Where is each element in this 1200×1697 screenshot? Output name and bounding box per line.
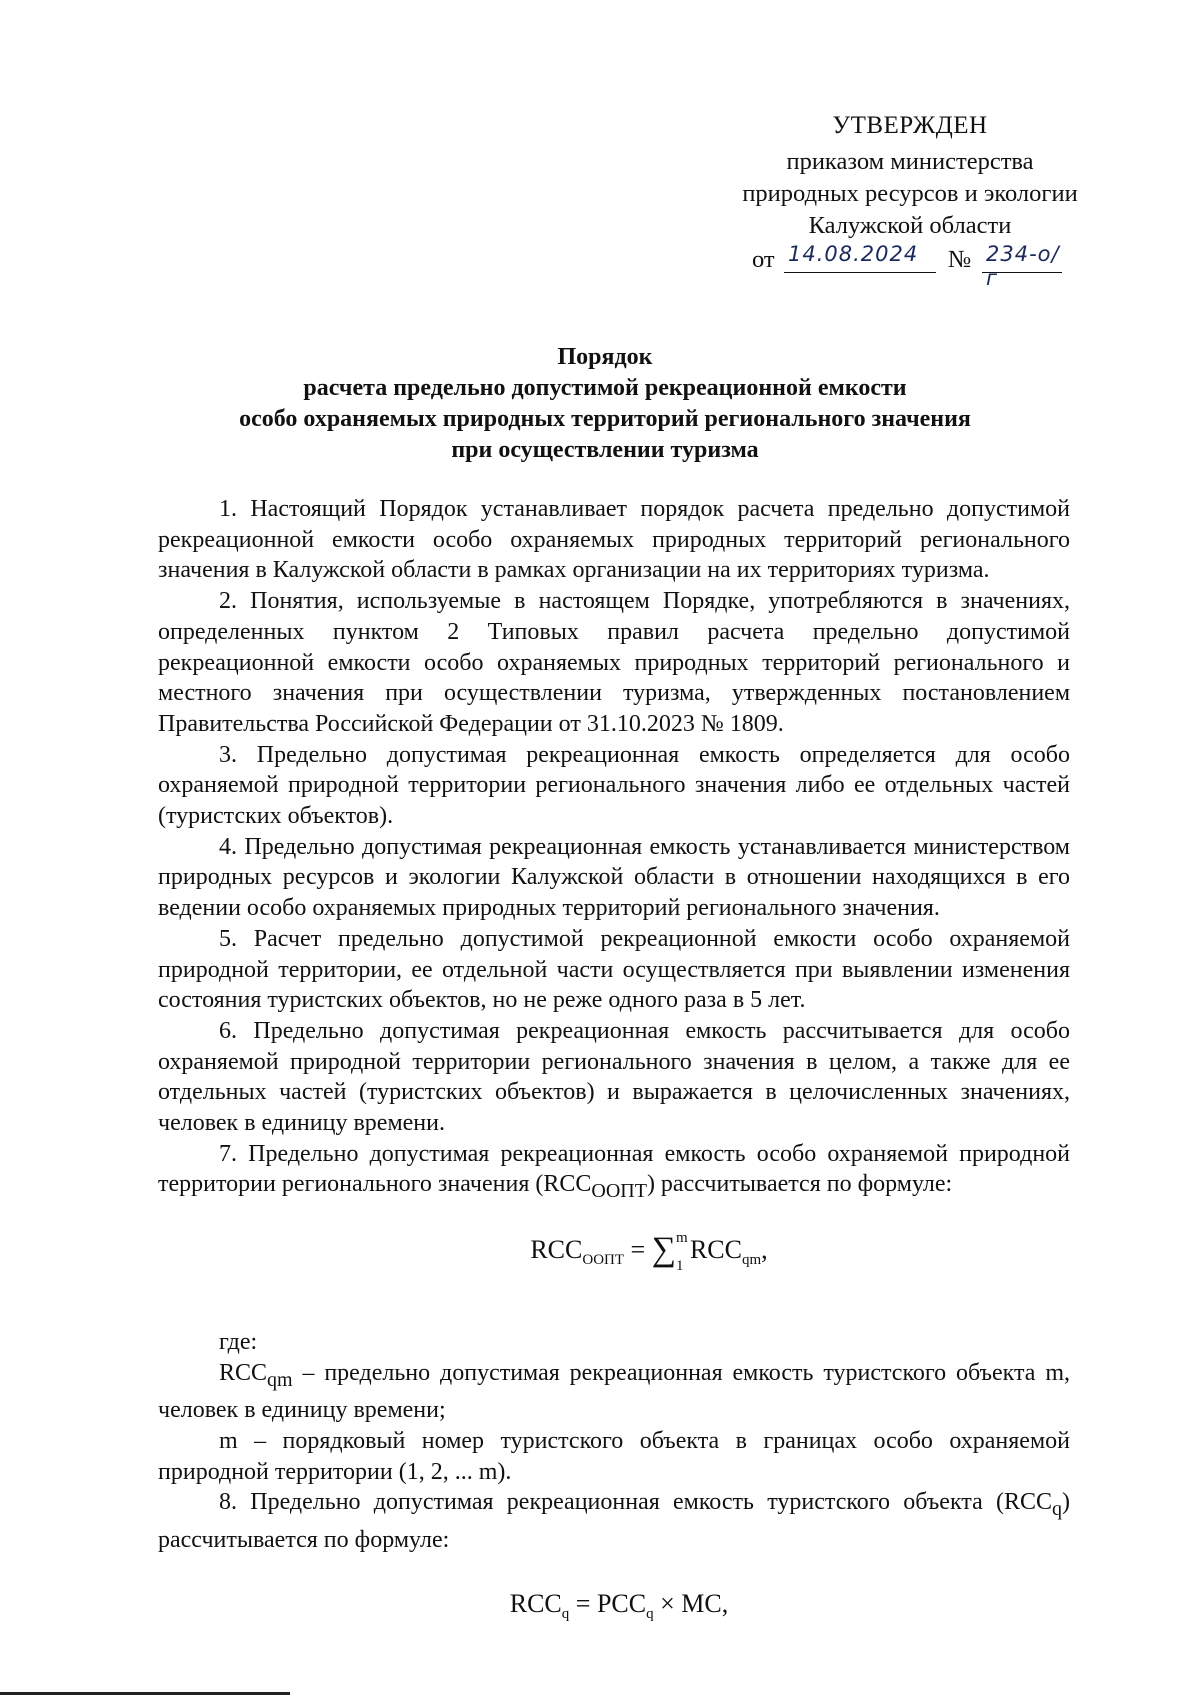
formula2-rhs: MC	[681, 1589, 722, 1619]
paragraph-3: 3. Предельно допустимая рекреационная емкость определяется для особо охраняемой природной территории регионального значения либо ее отдельных частей (туристских объектов).	[158, 741, 1070, 830]
approval-line-2: природных ресурсов и экологии	[742, 180, 1078, 207]
paragraph-5: 5. Расчет предельно допустимой рекреационной емкости особо охраняемой природной территории, ее отдельной части осуществляется при выявлении изменения состояния туристских объектов, но не реже одного раза в 5 лет.	[158, 925, 1070, 1014]
paragraph-7	[158, 1139, 1070, 1207]
order-date-number	[752, 242, 1142, 290]
formula1-lhs-sub: ООПТ	[582, 1252, 625, 1269]
formula1-eq: =	[624, 1234, 652, 1264]
paragraph-1: 1. Настоящий Порядок устанавливает порядок расчета предельно допустимой рекреационной емкости особо охраняемых природных территорий регионального значения в Калужской области в рамках организации на их территориях туризма.	[158, 496, 1070, 584]
approval-heading: УТВЕРЖДЕН	[832, 112, 988, 139]
p8-start: 8. Предельно допустимая рекреационная емкость туристского объекта (RCC	[219, 1489, 1052, 1516]
formula1-sigma: ∑	[651, 1230, 676, 1268]
formula1-rhs-sub: qm	[741, 1252, 762, 1269]
formula1-sum-upper: m	[675, 1230, 688, 1246]
p7-sub: ООПТ	[591, 1180, 647, 1203]
title-line-3: особо охраняемых природных территорий регионального значения	[239, 406, 971, 432]
def1-symbol: RCC	[219, 1359, 268, 1386]
number-label: №	[948, 246, 972, 273]
handwritten-number: 234-о/г	[986, 242, 1060, 290]
formula1-sum-limits	[675, 1230, 690, 1274]
approval-line-3: Калужской области	[808, 212, 1012, 239]
definition-rcc-qm	[158, 1358, 1070, 1426]
def1-text: – предельно допустимая рекреационная емкость туристского объекта m, человек в единицу времени;	[158, 1359, 1070, 1424]
title-line-2: расчета предельно допустимой рекреационной емкости	[303, 375, 907, 401]
document-body	[158, 494, 1070, 1677]
p7-start: 7. Предельно допустимая рекреационная емкость особо охраняемой природной территории регионального значения (RCC	[158, 1140, 1070, 1198]
title-line-1: Порядок	[557, 344, 653, 370]
formula2-mid-sub: q	[646, 1606, 654, 1623]
formula1-tail: ,	[761, 1234, 768, 1264]
formula-object-capacity	[158, 1589, 1070, 1653]
formula1-lhs: RCC	[530, 1234, 583, 1264]
formula1-sum-lower: 1	[675, 1258, 684, 1274]
formula2-times: ×	[653, 1589, 682, 1619]
paragraph-6: 6. Предельно допустимая рекреационная емкость рассчитывается для особо охраняемой природной территории регионального значения в целом, а также для ее отдельных частей (туристских объектов) и выражается в целочисленных значениях, человек в единицу времени.	[158, 1017, 1070, 1137]
document-title	[140, 342, 1070, 466]
number-field	[982, 242, 1062, 290]
footnote-divider	[0, 1692, 290, 1695]
date-field	[784, 244, 936, 273]
paragraph-2: 2. Понятия, используемые в настоящем Порядке, употребляются в значениях, определенных пунктом 2 Типовых правил расчета предельно допустимой рекреационной емкости особо охраняемых природных территорий регионального и местного значения при осуществлении туризма, утвержденных постановлением Правительства Российской Федерации от 31.10.2023 № 1809.	[158, 588, 1070, 737]
from-label: от	[752, 246, 775, 273]
paragraph-8	[158, 1487, 1070, 1555]
p7-end: ) рассчитывается по формуле:	[646, 1171, 953, 1198]
paragraph-4: 4. Предельно допустимая рекреационная емкость устанавливается министерством природных ресурсов и экологии Калужской области в отношении находящихся в его ведении особо охраняемых природных территорий регионального значения.	[158, 833, 1070, 922]
formula1-rhs: RCC	[689, 1234, 742, 1264]
formula2-mid: PCC	[596, 1589, 647, 1619]
def1-sub: qm	[267, 1368, 293, 1391]
formula2-lhs-sub: q	[561, 1606, 570, 1623]
approval-block	[700, 110, 1120, 242]
formula-total-capacity	[158, 1230, 1070, 1297]
formula2-eq: =	[569, 1589, 597, 1619]
handwritten-date: 14.08.2024	[788, 242, 919, 266]
p8-end: ) рассчитывается по формуле:	[158, 1489, 1070, 1553]
p8-sub: q	[1052, 1498, 1062, 1521]
title-line-4: при осуществлении туризма	[451, 437, 759, 463]
where-label: где:	[219, 1328, 258, 1355]
definition-m: m – порядковый номер туристского объекта в границах особо охраняемой природной территории (1, 2, ... m).	[158, 1427, 1070, 1485]
formula2-lhs: RCC	[509, 1589, 562, 1619]
formula2-tail: ,	[721, 1589, 729, 1619]
approval-line-1: приказом министерства	[786, 148, 1034, 175]
